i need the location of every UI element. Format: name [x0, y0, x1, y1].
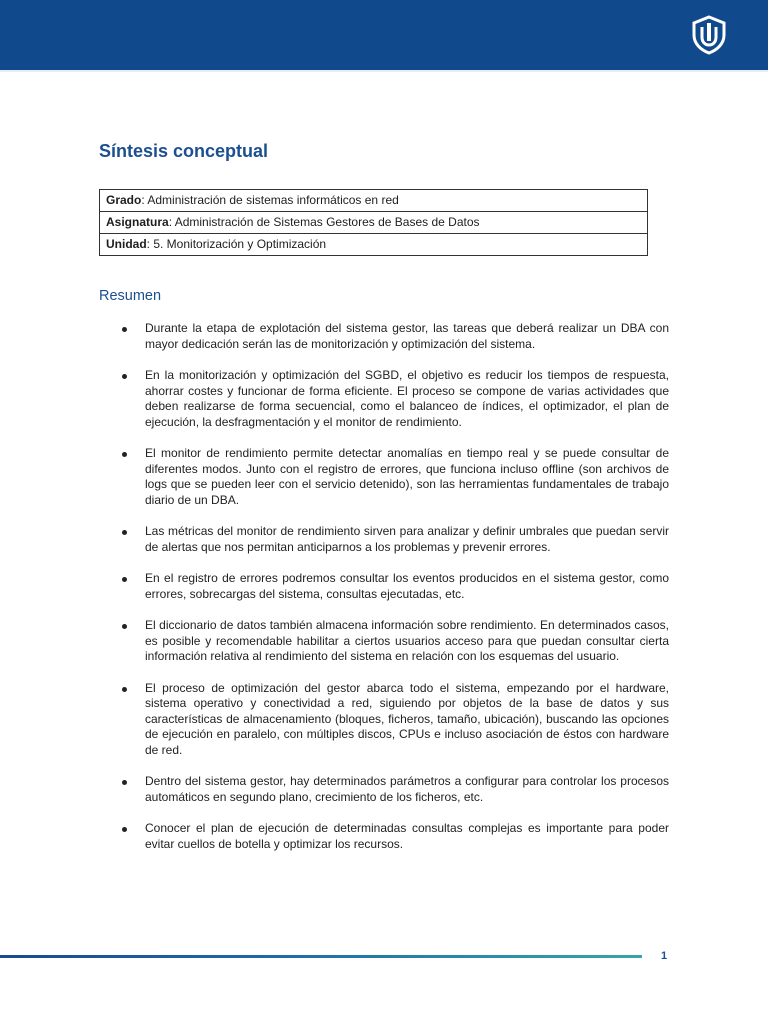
- info-label: Grado: [106, 193, 142, 208]
- list-item-text: El proceso de optimización del gestor abarca todo el sistema, empezando por el hardware, sistema operativo y conectividad a red, siguiendo por objetos de la base de datos y sus características de almacenamiento (bloques, ficheros, tamaño, ubicación), buscando las opciones de ejecución en paralelo, con múltiples discos, CPUs e incluso asociación de éstos con hardware de red.: [145, 680, 669, 757]
- list-item-text: En la monitorización y optimización del SGBD, el objetivo es reducir los tiempos de respuesta, ahorrar costes y funcionar de forma eficiente. El proceso se compone de varias actividades que deben realizarse de forma secuencial, como el balanceo de índices, el optimizador, el plan de ejecución, la desfragmentación y el monitor de rendimiento.: [145, 368, 669, 429]
- footer-rule: [0, 955, 642, 958]
- bullet-icon: [122, 452, 127, 457]
- page-title: Síntesis conceptual: [99, 141, 269, 161]
- list-item-text: El diccionario de datos también almacena información sobre rendimiento. En determinados casos, es posible y recomendable habilitar a ciertos usuarios acceso para que puedan consultar cierta información relativa al rendimiento del sistema en relación con los esquemas del usuario.: [145, 618, 669, 663]
- list-item: [119, 774, 669, 805]
- list-item-text: Conocer el plan de ejecución de determinadas consultas complejas es importante para poder evitar cuellos de botella y optimizar los recursos.: [145, 821, 669, 851]
- info-table-row: [100, 212, 648, 234]
- section-title-resumen: Resumen: [99, 288, 162, 304]
- bullet-icon: [122, 530, 127, 535]
- info-table-cell: [100, 212, 648, 234]
- info-label: Unidad: [106, 237, 147, 252]
- bullet-icon: [122, 780, 127, 785]
- list-item: [119, 524, 669, 555]
- bullet-icon: [122, 687, 127, 692]
- info-table-cell: [100, 234, 648, 256]
- header-band: [0, 0, 768, 70]
- page-number: 1: [661, 950, 668, 962]
- shield-logo-icon: [690, 15, 728, 55]
- list-item: [119, 446, 669, 508]
- bullet-icon: [122, 327, 127, 332]
- list-item: [119, 368, 669, 430]
- list-item-text: Durante la etapa de explotación del sistema gestor, las tareas que deberá realizar un DBA con mayor dedicación serán las de monitorización y optimización del sistema.: [145, 321, 669, 351]
- list-item: [119, 681, 669, 759]
- info-value: : Administración de sistemas informáticos en red: [141, 193, 399, 208]
- bullet-icon: [122, 374, 127, 379]
- summary-list: [119, 321, 669, 868]
- info-value: : Administración de Sistemas Gestores de Bases de Datos: [168, 215, 480, 230]
- bullet-icon: [122, 577, 127, 582]
- bullet-icon: [122, 624, 127, 629]
- course-info-table: [99, 189, 648, 256]
- info-table-cell: [100, 190, 648, 212]
- list-item-text: Dentro del sistema gestor, hay determinados parámetros a configurar para controlar los procesos automáticos en segundo plano, crecimiento de los ficheros, etc.: [145, 774, 669, 804]
- list-item-text: El monitor de rendimiento permite detectar anomalías en tiempo real y se puede consultar de diferentes modos. Junto con el registro de errores, que funciona incluso offline (son archivos de logs que se pueden leer con el servicio detenido), son las herramientas fundamentales de trabajo diario de un DBA.: [145, 446, 669, 507]
- info-table-row: [100, 234, 648, 256]
- list-item: [119, 618, 669, 665]
- list-item: [119, 571, 669, 602]
- list-item: [119, 821, 669, 852]
- list-item-text: En el registro de errores podremos consultar los eventos producidos en el sistema gestor, como errores, sobrecargas del sistema, consultas ejecutadas, etc.: [145, 571, 669, 601]
- info-table-row: [100, 190, 648, 212]
- info-label: Asignatura: [106, 215, 169, 230]
- list-item-text: Las métricas del monitor de rendimiento sirven para analizar y definir umbrales que puedan servir de alertas que nos permitan anticiparnos a los problemas y prevenir errores.: [145, 524, 669, 554]
- bullet-icon: [122, 827, 127, 832]
- list-item: [119, 321, 669, 352]
- info-value: : 5. Monitorización y Optimización: [146, 237, 327, 252]
